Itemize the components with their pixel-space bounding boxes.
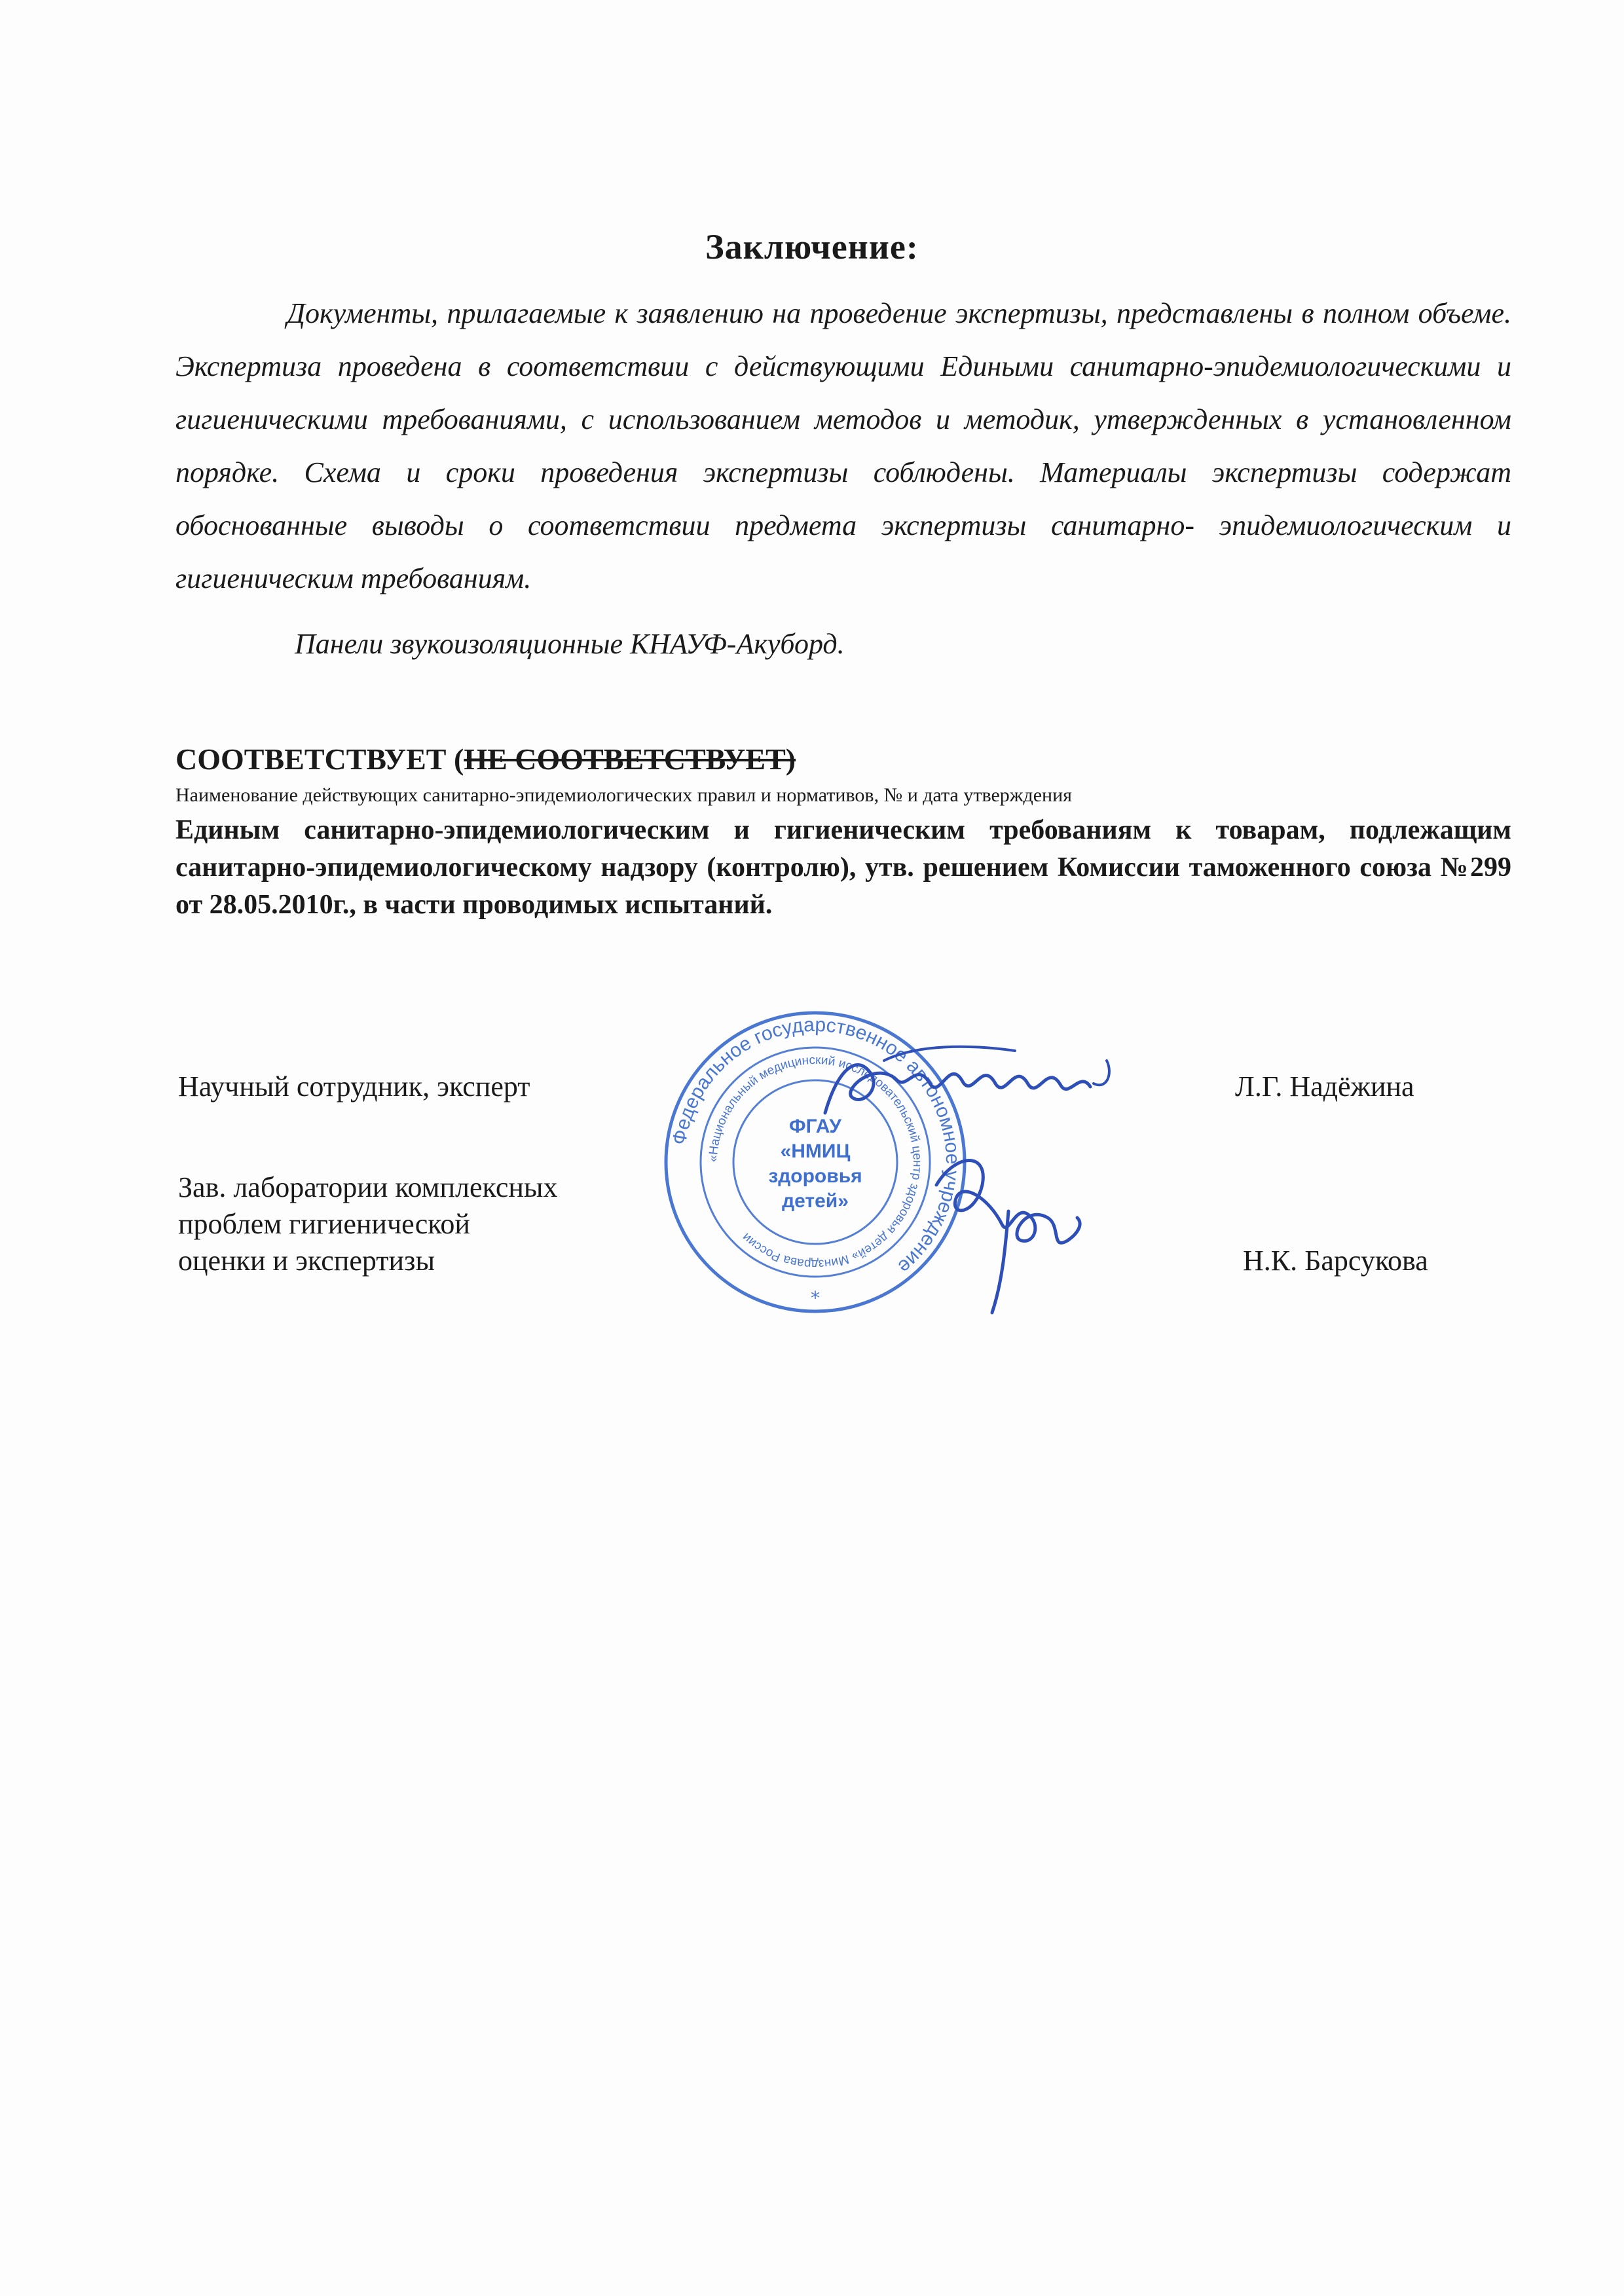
signer-2-role-line: Зав. лаборатории комплексных [178, 1171, 558, 1203]
stamp-center-line: детей» [782, 1190, 849, 1212]
stamp-inner-text: «Национальный медицинский исследовательский центр здоровья детей» Минздрава России [706, 1053, 925, 1271]
stamp-center-line: «НМИЦ [780, 1140, 851, 1162]
conclusion-paragraph: Документы, прилагаемые к заявлению на проведение экспертизы, представлены в полном объеме. Экспертиза проведена в соответствии с действующими Едиными санитарно-эпидемиологическими и гигиеническими требованиями, с использованием методов и методик, утвержденных в установленном порядке. Схема и сроки проведения экспертизы соблюдены. Материалы экспертизы содержат обоснованные выводы о соответствии предмета экспертизы санитарно- эпидемиологическим и гигиеническим требованиям. [175, 297, 1511, 594]
norms-text: Единым санитарно-эпидемиологическим и гигиеническим требованиям к товарам, подлежащим санитарно-эпидемиологическому надзору (контролю), утв. решением Комиссии таможенного союза №299 от 28.05.2010г., в части проводимых испытаний. [175, 815, 1511, 920]
stamp-center-line: здоровья [768, 1165, 862, 1187]
norms-caption: Наименование действующих санитарно-эпидемиологических правил и нормативов, № и дата утверждения [175, 784, 1072, 806]
signer-1-role: Научный сотрудник, эксперт [178, 1070, 530, 1102]
verdict-struck: НЕ СООТВЕТСТВУЕТ) [464, 742, 796, 776]
document-title: Заключение: [705, 227, 919, 266]
product-name: Панели звукоизоляционные КНАУФ-Акуборд. [295, 628, 845, 660]
signer-1-name: Л.Г. Надёжина [1235, 1070, 1414, 1102]
signature-barsukova [910, 1126, 1107, 1322]
stamp-center-line: ФГАУ [789, 1116, 841, 1137]
signer-2-role [178, 1169, 557, 1279]
stamp-outer-text: Федеральное государственное автономное учреждение [668, 1013, 964, 1278]
verdict-main: СООТВЕТСТВУЕТ ( [175, 742, 464, 776]
stamp-star-icon: * [811, 1287, 820, 1309]
signer-2-role-line: оценки и экспертизы [178, 1245, 435, 1277]
signer-2-name: Н.К. Барсукова [1243, 1245, 1428, 1277]
signer-2-role-line: проблем гигиенической [178, 1208, 470, 1240]
verdict-line [175, 742, 796, 776]
